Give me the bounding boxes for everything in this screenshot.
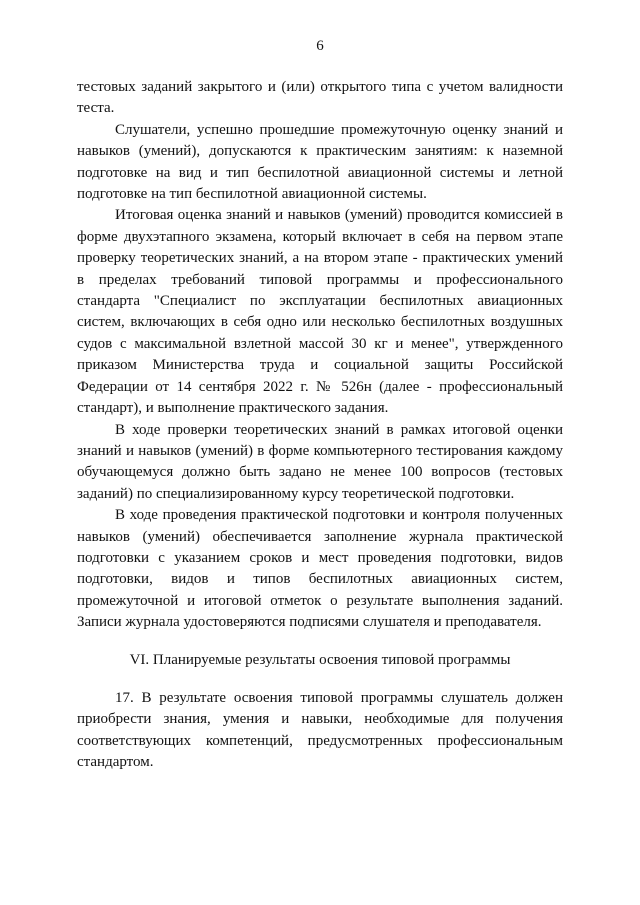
- paragraph-final-assessment: Итоговая оценка знаний и навыков (умений) проводится комиссией в форме двухэтапного экзамена, который включает в себя на первом этапе проверку теоретических знаний, а на втором этапе - практических умений в пределах требований типовой программы и профессионального стандарта "Специалист по эксплуатации беспилотных авиационных систем, включающих в себя одно или несколько беспилотных воздушных судов с максимальной взлетной массой 30 кг и менее", утвержденного приказом Министерства труда и социальной защиты Российской Федерации от 14 сентября 2022 г. № 526н (далее - профессиональный стандарт), и выполнение практического задания.: [77, 207, 563, 417]
- section-heading: VI. Планируемые результаты освоения типовой программы: [129, 651, 511, 668]
- paragraph-admission: Слушатели, успешно прошедшие промежуточную оценку знаний и навыков (умений), допускаются к практическим занятиям: к наземной подготовке на вид и тип беспилотной авиационной системы и летной подготовке на тип беспилотной авиационной системы.: [77, 121, 563, 203]
- paragraph-practical-journal: В ходе проведения практической подготовки и контроля полученных навыков (умений) обеспечивается заполнение журнала практической подготовки с указанием сроков и мест проведения подготовки, видов подготовки, видов и типов беспилотных авиационных систем, промежуточной и итоговой отметок о результате выполнения заданий. Записи журнала удостоверяются подписями слушателя и преподавателя.: [77, 507, 563, 631]
- document-body: [77, 77, 563, 774]
- paragraph-continuation: тестовых заданий закрытого и (или) открытого типа с учетом валидности теста.: [77, 79, 563, 117]
- paragraph-planned-results: 17. В результате освоения типовой программы слушатель должен приобрести знания, умения и навыки, необходимые для получения соответствующих компетенций, предусмотренных профессиональным стандартом.: [77, 689, 563, 771]
- paragraph-theory-testing: В ходе проверки теоретических знаний в рамках итоговой оценки знаний и навыков (умений) в форме компьютерного тестирования каждому обучающемуся должно быть задано не менее 100 вопросов (тестовых заданий) по специализированному курсу теоретической подготовки.: [77, 421, 563, 502]
- page-number: 6: [316, 38, 324, 54]
